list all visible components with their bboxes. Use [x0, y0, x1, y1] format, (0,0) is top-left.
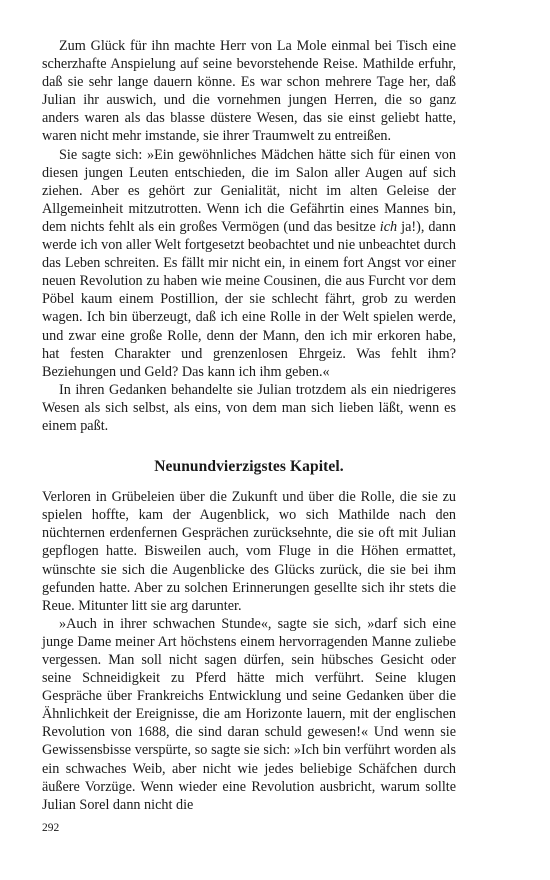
paragraph-2 [42, 146, 456, 381]
chapter-paragraph-1: Verloren in Grübeleien über die Zukunft und über die Rolle, die sie zu spielen hoffte, kam der Augenblick, wo sich Mathilde nach den nüchternen erdenfernen Gesprächen zurücksehnte, die sie oft mit Julian gepflogen hatte. Bisweilen auch, vom Fluge in die Höhen ermattet, wünschte sie sich die Augenblicke des Glücks zurück, die sie bei ihm gefunden hatte. Aber zu solchen Erinnerungen gesellte sich ihr stets die Reue. Mitunter litt sie arg darunter. [42, 489, 456, 614]
page-number: 292 [42, 822, 60, 834]
paragraph-2-part-2: ja!), dann werde ich von aller Welt fortgesetzt beobachtet und nie unbeachtet durch das Leben schreiten. Es fällt mir nicht ein, in einem fort Angst vor einer neuen Revolution zu haben wie meine Cousinen, die aus Furcht vor dem Pöbel kaum einem Postillion, der sie schlecht fährt, grob zu werden wagen. Ich bin überzeugt, daß ich eine Rolle in der Welt spielen werde, und zwar eine große Rolle, denn der Mann, den ich mir erkoren habe, hat festen Charakter und grenzenlosen Ehrgeiz. Was fehlt ihm? Beziehungen und Geld? Das kann ich ihm geben.« [42, 218, 456, 380]
chapter-paragraph-2: »Auch in ihrer schwachen Stunde«, sagte sie sich, »darf sich eine junge Dame meiner Art höchstens einem hervorragenden Manne zuliebe vergessen. Man soll nicht sagen dürfen, sein hübsches Gesicht oder seine Schneidigkeit zu Pferd hätte mich verführt. Seine klugen Gespräche über Frankreichs Entwicklung und seine Gedanken über die Ähnlichkeit der Ereignisse, die am Horizonte lauern, mit der englischen Revolution von 1688, die sind daran schuld gewesen!« Und wenn sie Gewissensbisse verspürte, so sagte sie sich: »Ich bin verführt worden als ein schwaches Weib, aber nicht wie jedes beliebige Schäfchen durch äußere Vorzüge. Wenn wieder eine Revolution ausbricht, warum sollte Julian Sorel dann nicht die [42, 615, 456, 813]
paragraph-1: Zum Glück für ihn machte Herr von La Mole einmal bei Tisch eine scherzhafte Anspielung auf seine bevorstehende Reise. Mathilde erfuhr, daß sie sehr lange dauern könne. Es war schon mehrere Tage her, daß Julian ihr auswich, und die vornehmen jungen Herren, die so ganz anders waren als das blasse düstere Wesen, das sie einst geliebt hatte, waren nicht mehr imstande, sie ihrer Traumwelt zu entreißen. [42, 38, 456, 145]
book-page [42, 37, 456, 814]
paragraph-3: In ihren Gedanken behandelte sie Julian trotzdem als ein niedrigeres Wesen als sich selbst, als eins, von dem man sich lieben läßt, wenn es einem paßt. [42, 381, 456, 434]
chapter-heading: Neunundvierzigstes Kapitel. [154, 458, 344, 476]
emphasized-word: ich [379, 218, 398, 235]
paragraph-2-part-1: Sie sagte sich: »Ein gewöhnliches Mädchen hätte sich für einen von diesen jungen Leuten entschieden, die im Salon aller Augen auf sich ziehen. Aber es gehört zur Genialität, nicht im alten Geleise der Allgemeinheit mitzutrotten. Wenn ich die Gefährtin eines Mannes bin, dem nichts fehlt als ein großes Vermögen (und das besitze [42, 146, 456, 235]
